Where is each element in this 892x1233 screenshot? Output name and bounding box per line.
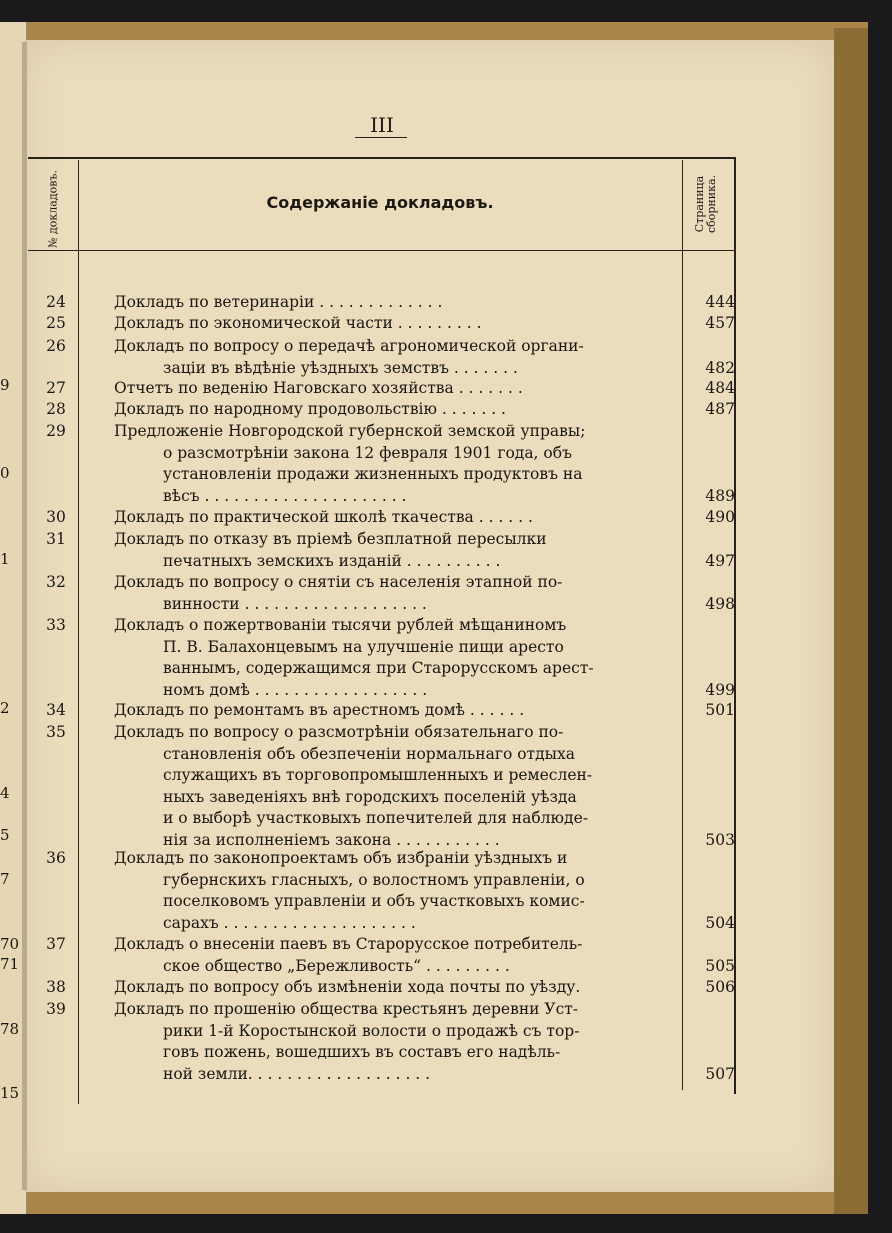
table-title: Содержаніе докладовъ. <box>266 193 494 212</box>
margin-number: 1 <box>0 550 10 568</box>
entry-title-line: нія за исполненіемъ закона . . . . . . . . . . . <box>163 830 500 849</box>
entry-page: 484 <box>705 379 735 397</box>
entry-page: 444 <box>705 293 735 311</box>
entry-title-line: Докладъ по экономической части . . . . . . . . . <box>114 314 482 332</box>
column-divider <box>682 160 683 1090</box>
entry-title-line: становленія объ обезпеченіи нормальнаго отдыха <box>163 744 575 763</box>
entry-title-line: Докладъ по вопросу о снятіи съ населенія этапной по- <box>114 573 563 591</box>
entry-page: 482 <box>705 358 735 377</box>
entry-title-line: Докладъ по вопросу о разсмотрѣніи обязательнаго по- <box>114 723 564 741</box>
entry-number: 34 <box>46 701 66 719</box>
entry-title-line: ское общество „Бережливость“ . . . . . . . . . <box>163 956 510 975</box>
entry-number: 33 <box>46 616 66 634</box>
page-number-underline <box>355 137 407 138</box>
entry-title-line: вѣсъ . . . . . . . . . . . . . . . . . . . . . <box>163 486 407 505</box>
entry-title-line: Докладъ по народному продовольствію . . . . . . . <box>114 400 506 418</box>
entry-title-line: служащихъ въ торговопромышленныхъ и ремеслен- <box>163 766 593 784</box>
entry-title-line: ныхъ заведеніяхъ внѣ городскихъ поселеній уѣзда <box>163 787 577 806</box>
entry-number: 28 <box>46 400 66 418</box>
entry-page: 507 <box>705 1064 735 1083</box>
entry-number: 36 <box>46 849 66 867</box>
margin-number: 71 <box>0 955 20 973</box>
margin-number: 4 <box>0 784 10 802</box>
entry-title-line: установленіи продажи жизненныхъ продуктовъ на <box>163 465 583 483</box>
entry-page: 497 <box>705 551 735 570</box>
entry-number: 24 <box>46 293 66 311</box>
entry-title-line: Докладъ о пожертвованіи тысячи рублей мѣщаниномъ <box>114 616 567 634</box>
entry-number: 37 <box>46 935 66 953</box>
margin-number: 15 <box>0 1084 20 1102</box>
entry-title-line: винности . . . . . . . . . . . . . . . . . . . <box>163 594 427 613</box>
margin-number: 9 <box>0 376 10 394</box>
entry-title-line: Докладъ по прошенію общества крестьянъ деревни Уст- <box>114 1000 579 1018</box>
entry-page: 457 <box>705 314 735 332</box>
entry-title-line: Докладъ по практической школѣ ткачества . . . . . . <box>114 508 533 526</box>
page-number: III <box>370 113 394 137</box>
entry-page: 501 <box>705 701 735 719</box>
entry-title-line: заціи въ вѣдѣніе уѣздныхъ земствъ . . . . . . . <box>163 358 518 377</box>
entry-number: 30 <box>46 508 66 526</box>
margin-number: 0 <box>0 464 10 482</box>
entry-title-line: о разсмотрѣніи закона 12 февраля 1901 года, объ <box>163 443 572 462</box>
entry-title-line: Докладъ по законопроектамъ объ избраніи уѣздныхъ и <box>114 849 568 867</box>
entry-title-line: Отчетъ по веденію Наговскаго хозяйства . . . . . . . <box>114 379 523 397</box>
entry-title-line: П. В. Балахонцевымъ на улучшеніе пищи аресто <box>163 637 564 656</box>
entry-page: 487 <box>705 400 735 418</box>
entry-title-line: ваннымъ, содержащимся при Старорусскомъ арест- <box>163 659 594 677</box>
margin-number: 5 <box>0 826 10 844</box>
entry-page: 489 <box>705 486 735 505</box>
entry-title-line: Докладъ по ветеринаріи . . . . . . . . . . . . . <box>114 293 443 311</box>
table-top-rule <box>28 157 734 159</box>
entry-page: 504 <box>705 913 735 932</box>
entry-page: 503 <box>705 830 735 849</box>
entry-title-line: Докладъ по отказу въ пріемѣ безплатной пересылки <box>114 530 547 548</box>
entry-title-line: говъ пожень, вошедшихъ въ составъ его надѣль- <box>163 1043 561 1061</box>
entry-number: 26 <box>46 337 66 355</box>
entry-title-line: Докладъ по вопросу объ измѣненіи хода почты по уѣзду. <box>114 978 581 996</box>
page-gutter <box>22 42 27 1190</box>
entry-title-line: рики 1-й Коростынской волости о продажѣ съ тор- <box>163 1021 580 1040</box>
table-header-rule <box>28 250 734 251</box>
entry-title-line: и о выборѣ участковыхъ попечителей для наблюде- <box>163 809 588 827</box>
entry-title-line: номъ домѣ . . . . . . . . . . . . . . . . . . <box>163 680 428 699</box>
entry-title-line: ной земли. . . . . . . . . . . . . . . . . . . <box>163 1064 431 1083</box>
entry-page: 498 <box>705 594 735 613</box>
margin-number: 78 <box>0 1020 20 1038</box>
entry-page: 505 <box>705 956 735 975</box>
entry-title-line: печатныхъ земскихъ изданій . . . . . . . . . . <box>163 551 501 570</box>
entry-title-line: Докладъ по вопросу о передачѣ агрономической органи- <box>114 337 584 355</box>
entry-page: 499 <box>705 680 735 699</box>
margin-number: 7 <box>0 870 10 888</box>
entry-title-line: Предложеніе Новгородской губернской земской управы; <box>114 422 586 440</box>
entry-page: 506 <box>705 978 735 996</box>
entry-page: 490 <box>705 508 735 526</box>
margin-number: 2 <box>0 699 10 717</box>
entry-title-line: сарахъ . . . . . . . . . . . . . . . . . . . . <box>163 913 416 932</box>
entry-number: 35 <box>46 723 66 741</box>
board-edge <box>834 28 868 1214</box>
entry-number: 25 <box>46 314 66 332</box>
entry-number: 31 <box>46 530 66 548</box>
entry-number: 32 <box>46 573 66 591</box>
entry-title-line: Докладъ по ремонтамъ въ арестномъ домѣ . . . . . . <box>114 701 525 719</box>
column-header-page: Страница сборника. <box>693 174 718 234</box>
entry-number: 27 <box>46 379 66 397</box>
entry-number: 38 <box>46 978 66 996</box>
entry-title-line: поселковомъ управленіи и объ участковыхъ комис- <box>163 892 585 910</box>
entry-number: 39 <box>46 1000 66 1018</box>
column-header-number: № докладовъ. <box>46 170 60 248</box>
entry-number: 29 <box>46 422 66 440</box>
entry-title-line: губернскихъ гласныхъ, о волостномъ управленіи, о <box>163 870 585 889</box>
margin-number: 70 <box>0 935 20 953</box>
entry-title-line: Докладъ о внесеніи паевъ въ Старорусское потребитель- <box>114 935 583 953</box>
